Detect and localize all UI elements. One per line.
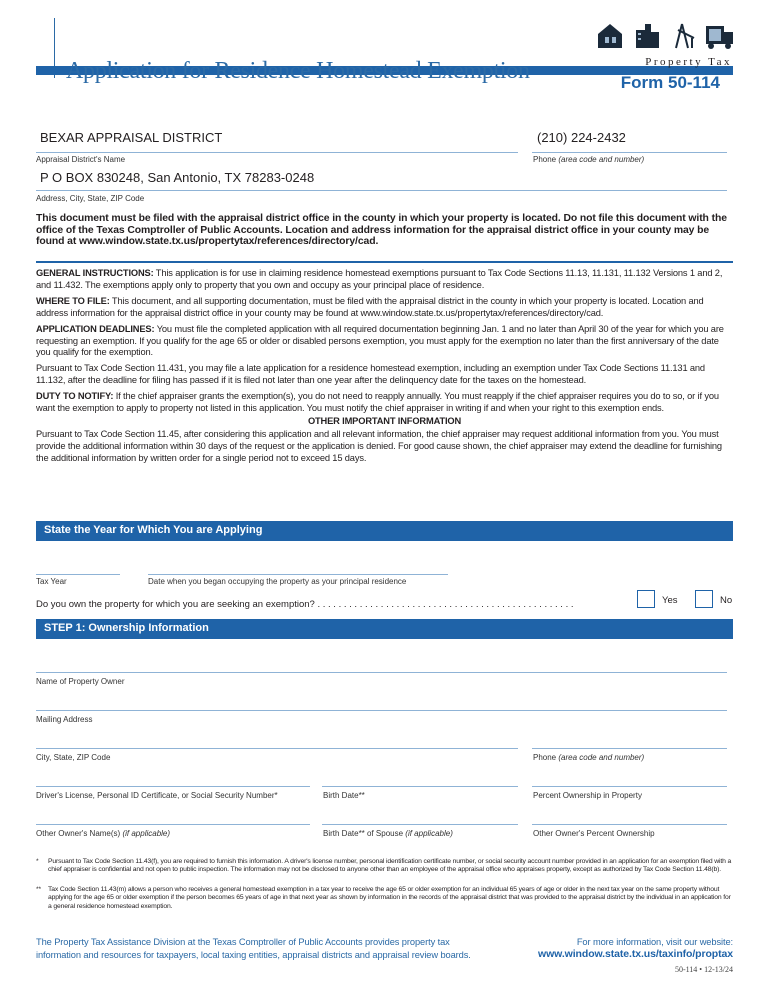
instr-heading: WHERE TO FILE:: [36, 295, 110, 306]
footnote: [36, 858, 733, 875]
phone-label-text: Phone: [533, 753, 557, 762]
footnote: [36, 886, 733, 911]
late-application: [36, 363, 733, 386]
form-category: Property Tax: [645, 56, 732, 68]
occupancy-date-label: Date when you began occupying the property as your principal residence: [148, 577, 407, 586]
building-icon: [636, 24, 659, 48]
id-number-field[interactable]: [36, 786, 310, 787]
other-info-text: Pursuant to Tax Code Section 11.45, after considering this application and all relevant information, the chief appraiser may request additional information from you. You must provide the additional information within 30 days of the request or the application is denied. For good cause shown, the chief appraiser may extend the deadline for furnishing the additional information by written order for a single period not to exceed 15 days.: [36, 429, 722, 463]
ownership-question: Do you own the property for which you are seeking an exemption? . . . . . . . . . . . . . . . . . . . . . . . . . . . . . . . . . . . . . . . . . . . . . . . . .: [36, 599, 574, 610]
district-phone-line: [532, 152, 727, 153]
tax-year-label: Tax Year: [36, 577, 67, 586]
other-owner-field[interactable]: [36, 824, 310, 825]
instr-heading: DUTY TO NOTIFY:: [36, 391, 114, 402]
owner-phone-label: [533, 753, 644, 762]
property-icons: [596, 20, 734, 50]
form-number: Form 50-114: [620, 73, 720, 92]
footnote-text: Tax Code Section 11.43(m) allows a person who receives a general homestead exemption in a tax year to receive the age 65 or older exemption for an individual 65 years of age or older in the next tax year on the same property without applying for the age 65 or older exemption if the person becomes 65 years of age in that next year as shown by information in the records of the appraisal district that was provided to the appraisal district by the individual in an application for a general residence homestead exemption.: [48, 886, 731, 910]
footnote-mark: *: [36, 858, 39, 865]
owner-phone-field[interactable]: [532, 748, 727, 749]
district-address-field[interactable]: P O BOX 830248, San Antonio, TX 78283-0248: [40, 170, 315, 185]
district-name-field[interactable]: BEXAR APPRAISAL DISTRICT: [40, 130, 223, 145]
spouse-birth-date-field[interactable]: [322, 824, 518, 825]
truck-icon: [706, 26, 733, 49]
form-title: Application for Residence Homestead Exemption: [66, 58, 530, 84]
label-text: Other Owner's Name(s): [36, 829, 121, 838]
mailing-address-label: Mailing Address: [36, 715, 93, 724]
filing-notice: This document must be filed with the appraisal district office in the county in which your property is located. Do not file this document with the office of the Texas Comptroller of Public Accounts. Location and address information for the appraisal district office in your county may be found at www.window.state.tx.us/propertytax/references/directory/cad.: [36, 213, 727, 247]
birth-date-label: Birth Date**: [323, 791, 365, 800]
occupancy-date-field[interactable]: [148, 574, 448, 575]
label-note: (if applicable): [122, 829, 171, 838]
district-phone-label: [533, 155, 644, 164]
instructions: [36, 268, 733, 469]
id-number-label: Driver's License, Personal ID Certificate, or Social Security Number*: [36, 791, 278, 800]
district-phone-field[interactable]: (210) 224-2432: [537, 130, 626, 145]
phone-label-note: (area code and number): [558, 753, 645, 762]
house-icon: [598, 24, 622, 48]
other-percent-label: Other Owner's Percent Ownership: [533, 829, 655, 838]
section-rule: [36, 261, 733, 263]
footer-more-info: For more information, visit our website:: [576, 937, 733, 947]
year-section-header: State the Year for Which You are Applying: [36, 521, 733, 541]
other-info-heading: OTHER IMPORTANT INFORMATION: [307, 415, 462, 426]
label-text: Birth Date** of Spouse: [323, 829, 404, 838]
instr-heading: APPLICATION DEADLINES:: [36, 323, 155, 334]
phone-label-text: Phone: [533, 155, 557, 164]
where-to-file: [36, 296, 733, 319]
footnote-mark: **: [36, 886, 41, 893]
step1-header: STEP 1: Ownership Information: [36, 619, 733, 639]
footnote-text: Pursuant to Tax Code Section 11.43(f), you are required to furnish this information. A driver's license number, personal identification certificate number, or social security account number provided in an application for an exemption filed with a chief appraiser is confidential and not open to public inspection. The information may not be disclosed to anyone other than an employee of the appraisal office who appraises property, except as authorized by Tax Code Section 11.48(b).: [48, 858, 732, 874]
spouse-birth-date-label: [323, 829, 453, 838]
phone-label-note: (area code and number): [558, 155, 645, 164]
instr-text: This document, and all supporting documentation, must be filed with the appraisal district in the county in which your property is located. Location and address information for the appraisal district office in your county may be found at www.window.state.tx.us/propertytax/references/directory/cad.: [36, 295, 704, 318]
percent-ownership-field[interactable]: [532, 786, 727, 787]
duty-to-notify: [36, 391, 733, 414]
instr-text: You must file the completed application with all required documentation beginning Jan. 1 and no later than April 30 of the year for which you are requesting an exemption. If you qualify for the age 65 or older or disabled persons exemption, you must apply for the exemption no later than the first anniversary of the date you qualify for the exemption.: [36, 323, 724, 358]
oil-pump-icon: [676, 24, 694, 48]
mailing-address-field[interactable]: [36, 710, 727, 711]
other-owner-label: [36, 829, 170, 838]
birth-date-field[interactable]: [322, 786, 518, 787]
yes-label: Yes: [662, 595, 678, 606]
district-address-label: Address, City, State, ZIP Code: [36, 194, 145, 203]
no-checkbox[interactable]: [695, 590, 713, 608]
instr-text: Pursuant to Tax Code Section 11.431, you may file a late application for a residence homestead exemption, including an exemption under Tax Code Sections 11.131 and 11.132, after the deadline for filing has passed if it is filed not later than one year after the delinquency date for the taxes on the homestead.: [36, 363, 705, 386]
instr-text: This application is for use in claiming residence homestead exemptions pursuant to Tax Code Sections 11.13, 11.131, 11.132 Versions 1 and 2, and 11.432. The exemptions apply only to property that you own and occupy as your principal place of residence.: [36, 268, 723, 290]
tax-year-field[interactable]: [36, 574, 120, 575]
district-name-line: [36, 152, 518, 153]
footer-website-link[interactable]: www.window.state.tx.us/taxinfo/proptax: [538, 948, 733, 960]
label-note: (if applicable): [405, 829, 453, 838]
owner-name-field[interactable]: [36, 672, 727, 673]
owner-name-label: Name of Property Owner: [36, 677, 125, 686]
city-state-zip-field[interactable]: [36, 748, 518, 749]
footer-description: The Property Tax Assistance Division at the Texas Comptroller of Public Accounts provides property tax information and resources for taxpayers, local taxing entities, appraisal districts and appraisal review boards.: [36, 937, 471, 960]
instr-heading: GENERAL INSTRUCTIONS:: [36, 268, 154, 278]
district-name-label: Appraisal District's Name: [36, 155, 126, 164]
city-state-zip-label: City, State, ZIP Code: [36, 753, 111, 762]
yes-checkbox[interactable]: [637, 590, 655, 608]
other-percent-field[interactable]: [532, 824, 727, 825]
form-revision-code: 50-114 • 12-13/24: [674, 965, 733, 974]
instr-text: If the chief appraiser grants the exemption(s), you do not need to reapply annually. You must reapply if the chief appraiser requires you do to so, or if you want the exemption to apply to property not listed in this application. You must notify the chief appraiser in writing if and when your right to this exemption ends.: [36, 391, 719, 414]
no-label: No: [720, 595, 733, 606]
percent-ownership-label: Percent Ownership in Property: [533, 791, 642, 800]
general-instructions: [36, 268, 733, 291]
district-address-line: [36, 190, 727, 191]
application-deadlines: [36, 324, 733, 359]
